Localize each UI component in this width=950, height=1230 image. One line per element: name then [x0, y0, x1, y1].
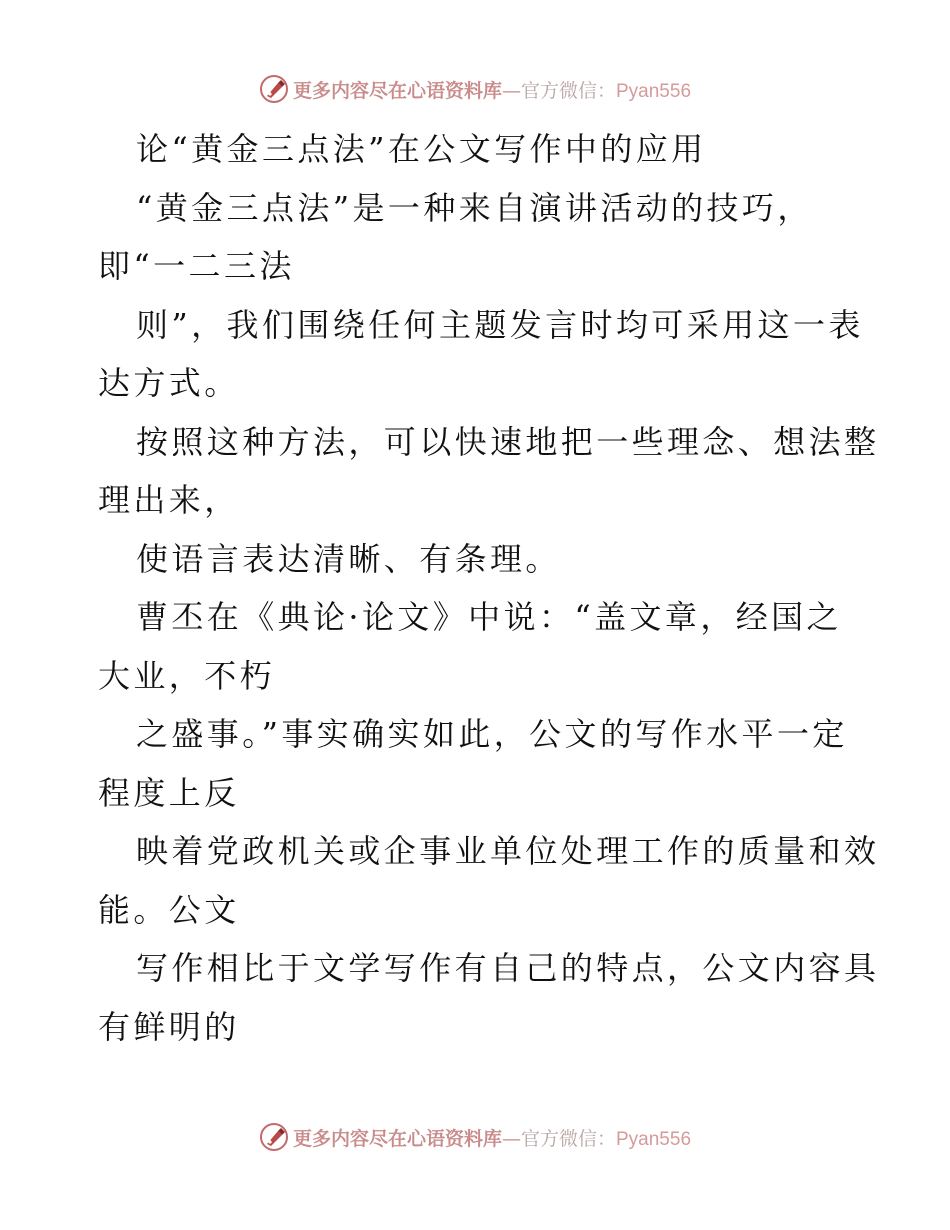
watermark-wechat-label: 官方微信：: [520, 79, 616, 102]
body-line: 程度上反: [98, 773, 240, 812]
body-line: 则”，我们围绕任何主题发言时均可采用这一表: [136, 305, 864, 344]
body-line: 写作相比于文学写作有自己的特点，公文内容具: [136, 949, 880, 987]
watermark-brand: 更多内容尽在心语资料库: [292, 1127, 502, 1150]
watermark-text: [293, 1124, 691, 1151]
body-line: 按照这种方法，可以快速地把一些理念、想法整: [136, 422, 880, 461]
pen-nib-logo-icon: [259, 1122, 289, 1152]
watermark-wechat-id: Pyan556: [616, 1128, 692, 1150]
document-body: [98, 120, 880, 1056]
pen-nib-logo-icon: [259, 74, 289, 104]
header-watermark: [0, 74, 950, 104]
body-line: 曹丕在《典论·论文》中说：“盖文章，经国之: [136, 598, 842, 636]
body-line: 达方式。: [98, 364, 240, 402]
watermark-wechat-label: 官方微信：: [520, 1127, 616, 1150]
watermark-wechat-id: Pyan556: [616, 80, 692, 102]
watermark-group: [259, 74, 691, 104]
document-title: 论“黄金三点法”在公文写作中的应用: [136, 130, 707, 168]
watermark-group: [259, 1122, 691, 1152]
body-line: 之盛事。”事实确实如此，公文的写作水平一定: [136, 715, 848, 753]
watermark-brand: 更多内容尽在心语资料库: [292, 79, 502, 102]
footer-watermark: [0, 1122, 950, 1152]
watermark-dash: —: [501, 79, 521, 102]
body-line: “黄金三点法”是一种来自演讲活动的技巧，: [136, 188, 813, 227]
body-line: 使语言表达清晰、有条理。: [136, 539, 561, 578]
body-line: 大业，不朽: [98, 656, 276, 695]
body-line: 即“一二三法: [98, 247, 295, 285]
body-line: 能。公文: [98, 890, 240, 929]
watermark-text: [293, 76, 691, 103]
body-line: 有鲜明的: [98, 1007, 240, 1046]
watermark-dash: —: [501, 1127, 521, 1150]
body-line: 理出来，: [98, 481, 240, 519]
body-line: 映着党政机关或企事业单位处理工作的质量和效: [136, 832, 880, 870]
